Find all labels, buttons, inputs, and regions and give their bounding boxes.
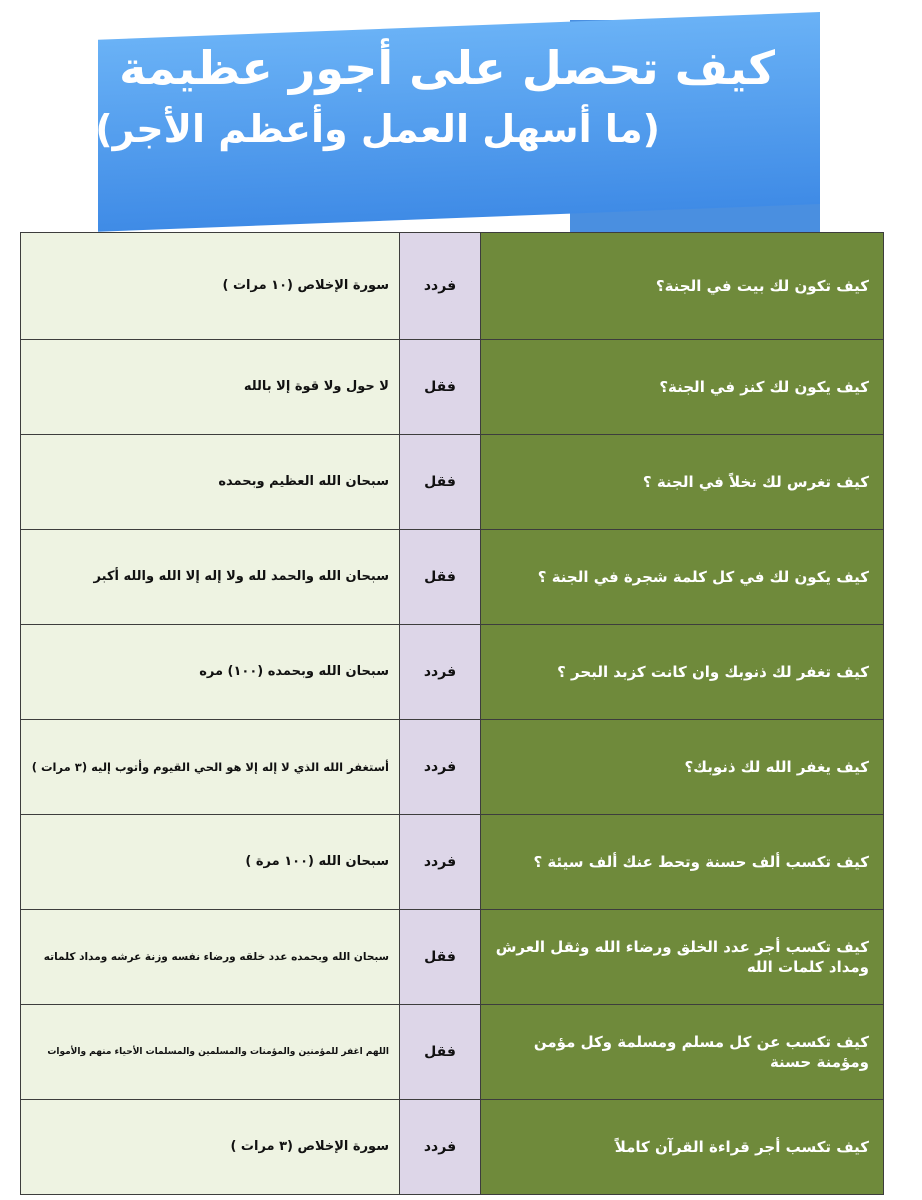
question-cell: كيف يكون لك كنز في الجنة؟ — [481, 340, 884, 435]
answer-cell: سبحان الله العظيم وبحمده — [21, 435, 400, 530]
table-row — [21, 340, 884, 435]
virtues-table — [20, 232, 884, 1195]
page-title: كيف تحصل على أجور عظيمة — [119, 41, 775, 95]
table-row — [21, 910, 884, 1005]
action-cell: فردد — [400, 815, 481, 910]
question-cell: كيف يغفر الله لك ذنوبك؟ — [481, 720, 884, 815]
action-cell: فردد — [400, 625, 481, 720]
answer-cell: سورة الإخلاص (١٠ مرات ) — [21, 233, 400, 340]
action-cell: فردد — [400, 233, 481, 340]
action-cell: فقل — [400, 530, 481, 625]
answer-cell: سبحان الله (١٠٠ مرة ) — [21, 815, 400, 910]
table-row — [21, 435, 884, 530]
action-cell: فقل — [400, 340, 481, 435]
banner-text — [95, 30, 800, 190]
answer-cell: سبحان الله وبحمده (١٠٠) مره — [21, 625, 400, 720]
answer-cell: سبحان الله وبحمده عدد خلقه ورضاء نفسه وزنة عرشه ومداد كلماته — [21, 910, 400, 1005]
action-cell: فردد — [400, 720, 481, 815]
table-row — [21, 720, 884, 815]
question-cell: كيف تكسب أجر قراءة القرآن كاملاً — [481, 1100, 884, 1195]
table-row — [21, 233, 884, 340]
question-cell: كيف تغرس لك نخلاً في الجنة ؟ — [481, 435, 884, 530]
table-body — [21, 233, 884, 1195]
action-cell: فقل — [400, 1005, 481, 1100]
table-row — [21, 530, 884, 625]
question-cell: كيف تكسب ألف حسنة وتحط عنك ألف سيئة ؟ — [481, 815, 884, 910]
table-row — [21, 625, 884, 720]
answer-cell: أستغفر الله الذي لا إله إلا هو الحي القيوم وأتوب إليه (٣ مرات ) — [21, 720, 400, 815]
question-cell: كيف تكسب أجر عدد الخلق ورضاء الله وثقل العرش ومداد كلمات الله — [481, 910, 884, 1005]
table-row — [21, 1100, 884, 1195]
answer-cell: اللهم اغفر للمؤمنين والمؤمنات والمسلمين والمسلمات الأحياء منهم والأموات — [21, 1005, 400, 1100]
page-subtitle: (ما أسهل العمل وأعظم الأجر) — [95, 107, 660, 151]
answer-cell: لا حول ولا قوة إلا بالله — [21, 340, 400, 435]
table-row — [21, 1005, 884, 1100]
answer-cell: سبحان الله والحمد لله ولا إله إلا الله والله أكبر — [21, 530, 400, 625]
question-cell: كيف يكون لك في كل كلمة شجرة في الجنة ؟ — [481, 530, 884, 625]
action-cell: فقل — [400, 910, 481, 1005]
action-cell: فقل — [400, 435, 481, 530]
question-cell: كيف تكسب عن كل مسلم ومسلمة وكل مؤمن ومؤمنة حسنة — [481, 1005, 884, 1100]
table-row — [21, 815, 884, 910]
answer-cell: سورة الإخلاص (٣ مرات ) — [21, 1100, 400, 1195]
action-cell: فردد — [400, 1100, 481, 1195]
question-cell: كيف تغفر لك ذنوبك وان كانت كزبد البحر ؟ — [481, 625, 884, 720]
question-cell: كيف تكون لك بيت في الجنة؟ — [481, 233, 884, 340]
